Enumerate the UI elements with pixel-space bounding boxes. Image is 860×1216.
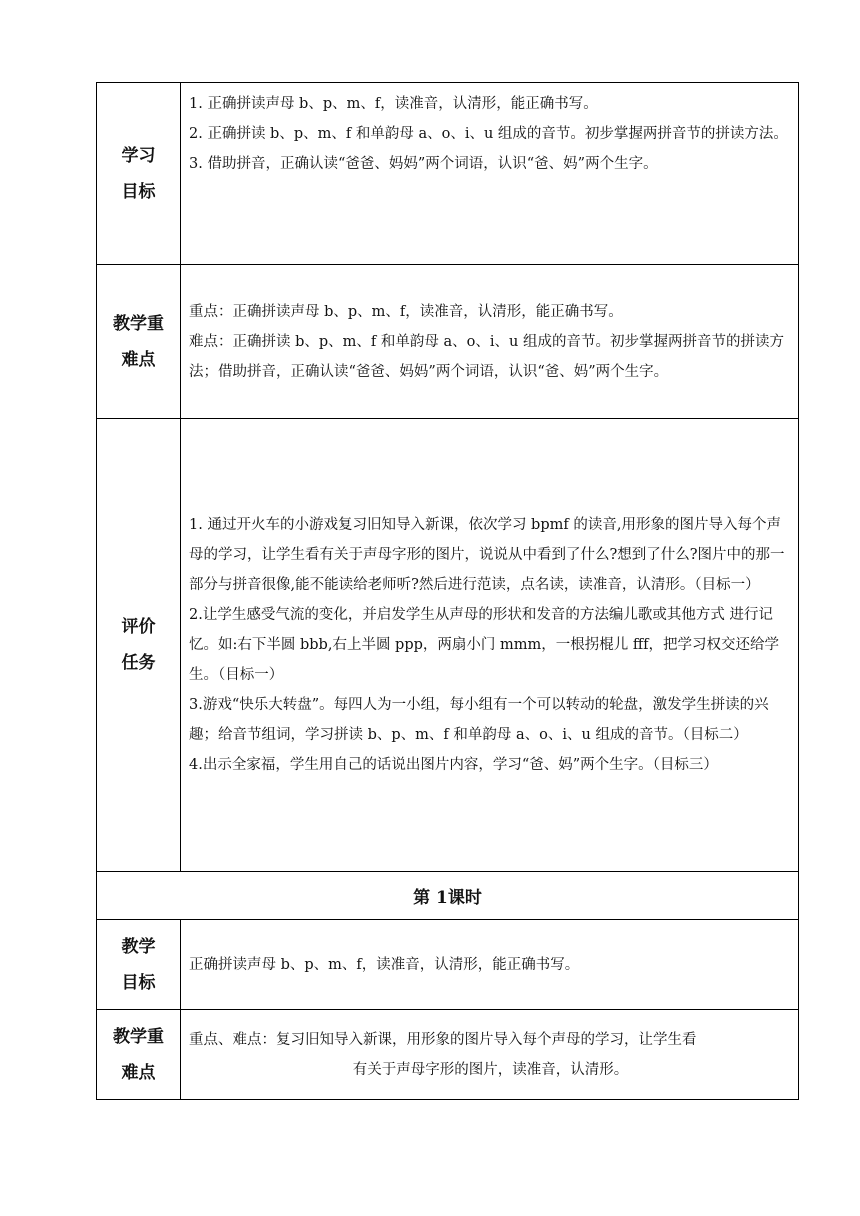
evaluation-task-item: 3.游戏“快乐大转盘”。每四人为一小组，每小组有一个可以转动的轮盘，激发学生拼读的兴趣；给音节组词，学习拼读 b、p、m、f 和单韵母 a、o、i、u 组成的音节。（目标二） [189,697,769,743]
evaluation-task-item: 2.让学生感受气流的变化，并启发学生从声母的形状和发音的方法编儿歌或其他方式 进行记忆。如:右下半圆 bbb,右上半圆 ppp，两扇小门 mmm，一根拐棍儿 fff，把学习权交还给学生。（目标一） [189,607,780,683]
teaching-goals-content [181,920,799,1010]
learning-goal-item: 2. 正确拼读 b、p、m、f 和单韵母 a、o、i、u 组成的音节。初步掌握两拼音节的拼读方法。 [189,126,788,142]
teaching-key-line: 有关于声母字形的图片，读准音，认清形。 [352,1061,629,1078]
key-difficult-label: 教学重 难点 [97,265,181,419]
session-title: 第 1课时 [97,872,799,920]
evaluation-task-item: 4.出示全家福，学生用自己的话说出图片内容，学习“爸、妈”两个生字。（目标三） [189,757,718,773]
learning-goals-content [181,83,799,265]
difficult-point-text: 难点：正确拼读 b、p、m、f 和单韵母 a、o、i、u 组成的音节。初步掌握两拼音节的拼读方法；借助拼音，正确认读“爸爸、妈妈”两个词语，认识“爸、妈”两个生字。 [189,333,784,380]
teaching-goals-row [97,920,799,1010]
evaluation-tasks-row [97,419,799,872]
evaluation-task-item: 1. 通过开火车的小游戏复习旧知导入新课，依次学习 bpmf 的读音,用形象的图片导入每个声母的学习，让学生看有关于声母字形的图片，说说从中看到了什么?想到了什么?图片中的那一部分与拼音很像,能不能读给老师听?然后进行范读，点名读，读准音，认清形。（目标一） [189,517,785,593]
evaluation-tasks-content [181,419,799,872]
evaluation-tasks-label: 评价 任务 [97,419,181,872]
key-point-text: 重点：正确拼读声母 b、p、m、f，读准音，认清形，能正确书写。 [189,303,623,320]
learning-goal-item: 1. 正确拼读声母 b、p、m、f，读准音，认清形，能正确书写。 [189,96,598,112]
teaching-goal-text: 正确拼读声母 b、p、m、f，读准音，认清形，能正确书写。 [189,956,580,973]
session-title-row [97,872,799,920]
teaching-key-label: 教学重 难点 [97,1010,181,1100]
key-difficult-row [97,265,799,419]
learning-goal-item: 3. 借助拼音，正确认读“爸爸、妈妈”两个词语，认识“爸、妈”两个生字。 [189,156,658,172]
key-difficult-content [181,265,799,419]
learning-goals-row [97,83,799,265]
teaching-key-line: 重点、难点：复习旧知导入新课，用形象的图片导入每个声母的学习，让学生看 [189,1031,697,1048]
teaching-key-row [97,1010,799,1100]
lesson-plan-table [96,82,799,1100]
learning-goals-label: 学习 目标 [97,83,181,265]
teaching-key-content [181,1010,799,1100]
teaching-goals-label: 教学 目标 [97,920,181,1010]
